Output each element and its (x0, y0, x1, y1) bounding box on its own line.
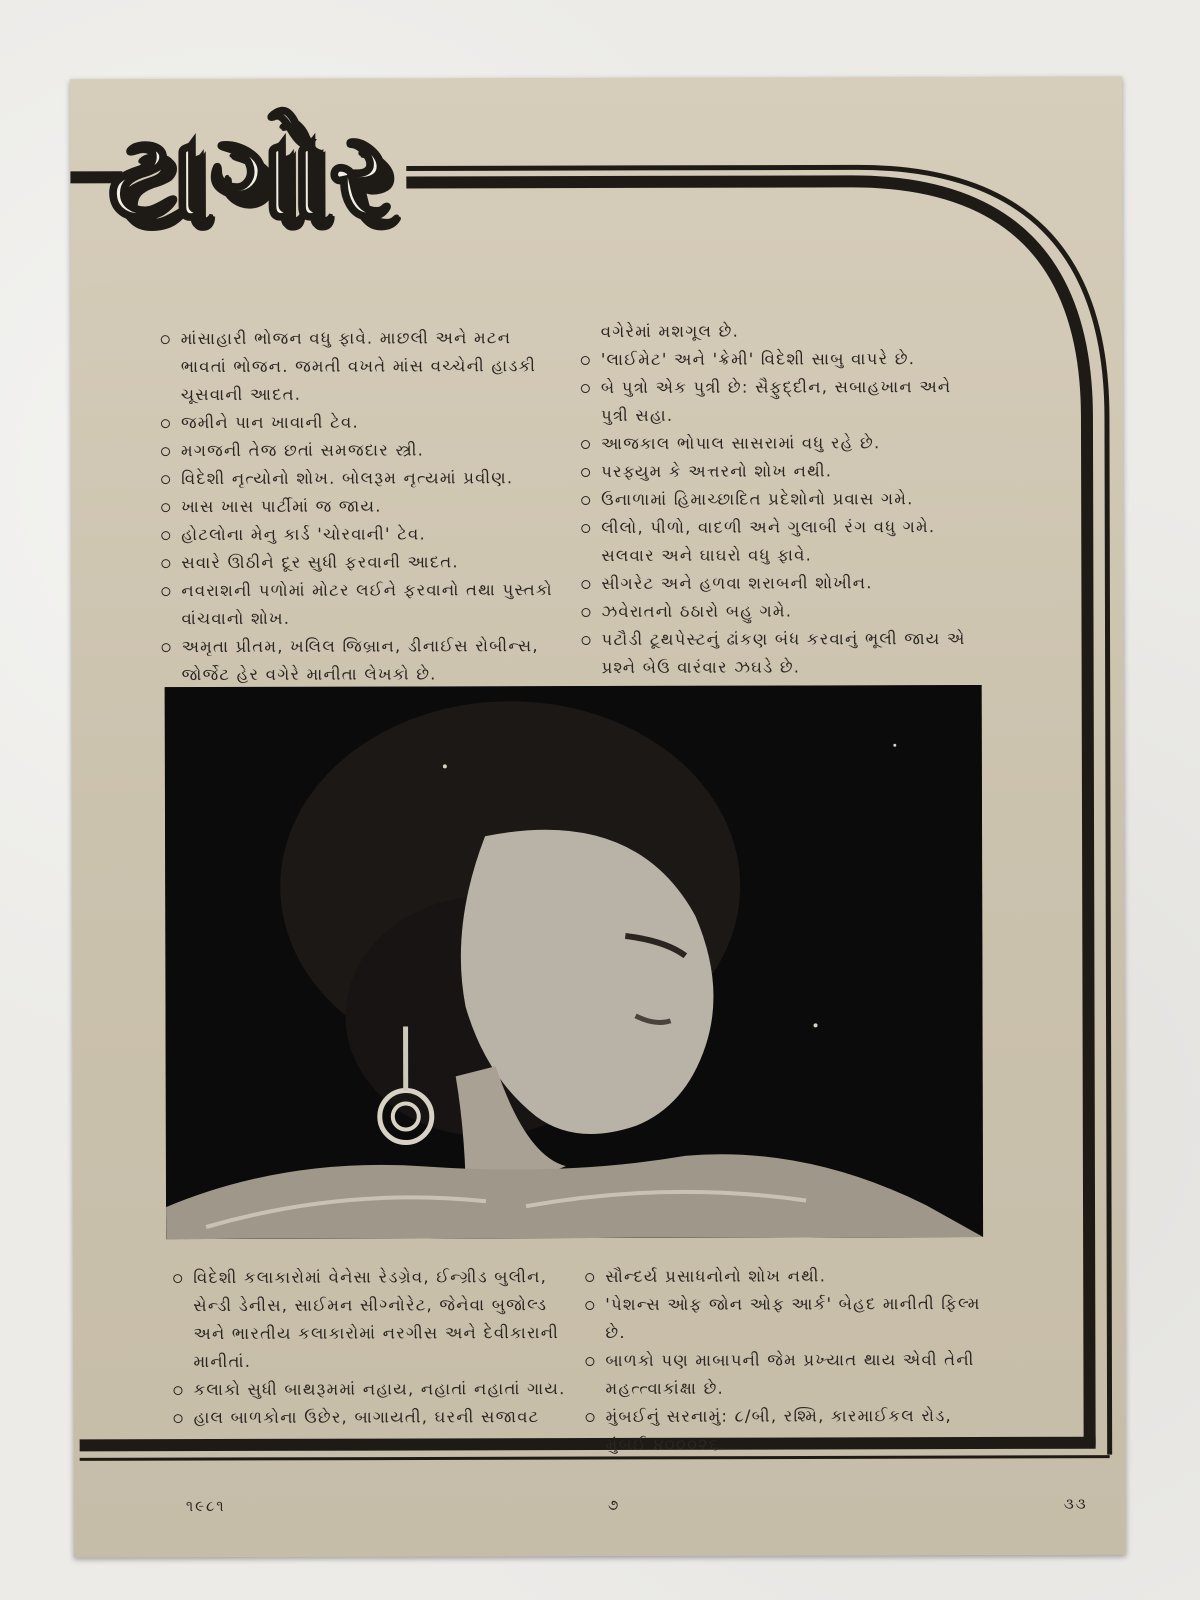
portrait-illustration (165, 685, 983, 1239)
left-text-column (159, 324, 592, 689)
bullet-item: હોટલોના મેનુ કાર્ડ 'ચોરવાની' ટેવ. (159, 520, 591, 549)
bullet-item: નવરાશની પળોમાં મોટર લઈને ફરવાનો તથા પુસ્તકો (159, 576, 591, 605)
bullet-item-continuation: સેન્ડી ડેનીસ, સાઈમન સીગ્નોરેટ, જેનેવા બુજોલ્ડ (193, 1295, 548, 1316)
bullet-item: વિદેશી કલાકારોમાં વેનેસા રેડગ્રેવ, ઈન્ગ્રીડ બુલીન, (171, 1263, 591, 1292)
bullet-item: સવારે ઊઠીને દૂર સુધી ફરવાની આદત. (159, 548, 591, 577)
right-text-column (579, 317, 1000, 682)
bullet-item-continuation: અને ભારતીય કલાકારોમાં નરગીસ અને દેવીકારાની (193, 1323, 559, 1344)
bullet-item: સૌન્દર્ય પ્રસાધનોનો શોખ નથી. (583, 1262, 1003, 1291)
bullet-item-continuation: મુંબઈ ૪૦૦૦૨૬. (605, 1434, 726, 1454)
footer-issue: ૭ (607, 1495, 621, 1514)
bottom-left-text-column (171, 1263, 591, 1432)
bullet-item: બે પુત્રો એક પુત્રી છે: સૈફુદ્દીન, સબાહખાન અને (579, 373, 999, 402)
bullet-item: જમીને પાન ખાવાની ટેવ. (159, 408, 591, 437)
bullet-item-continuation: માનીતાં. (193, 1351, 252, 1372)
bullet-item: અમૃતા પ્રીતમ, ખલિલ જિબ્રાન, ડીનાઈસ રોબીન્સ, (160, 632, 592, 661)
bullet-item-continuation: ભાવતાં ભોજન. જમતી વખતે માંસ વચ્ચેની હાડકી (180, 356, 537, 377)
bullet-item-continuation: ચૂસવાની આદત. (180, 384, 302, 405)
bullet-item: કલાકો સુધી બાથરૂમમાં નહાય, નહાતાં નહાતાં ગાય. (171, 1375, 591, 1404)
footer-page-number: ૩૩ (1063, 1494, 1088, 1513)
bullet-item: મગજની તેજ છતાં સમજદાર સ્ત્રી. (159, 436, 591, 465)
bullet-item: પરફ્યુમ કે અત્તરનો શોખ નથી. (579, 457, 999, 486)
page-title: ટાગોર (108, 106, 395, 246)
bullet-item-continuation: પુત્રી સહા. (600, 405, 674, 425)
bullet-item: બાળકો પણ માબાપની જેમ પ્રખ્યાત થાય એવી તેની (583, 1346, 1003, 1375)
bullet-item: વગેરેમાં મશગૂલ છે. (600, 321, 740, 341)
bullet-item: સીગરેટ અને હળવા શરાબની શોખીન. (579, 569, 999, 598)
bullet-item: ખાસ ખાસ પાર્ટીમાં જ જાય. (159, 492, 591, 521)
bullet-item: 'પેશન્સ ઓફ જોન ઓફ આર્ક' બેહદ માનીતી ફિલ્મ છે. (583, 1290, 1003, 1347)
bullet-item-continuation: મહત્ત્વાકાંક્ષા છે. (605, 1378, 724, 1398)
bullet-item: માંસાહારી ભોજન વધુ ફાવે. માછલી અને મટન (159, 324, 591, 353)
bullet-item: મુંબઈનું સરનામું: ૮/બી, રશ્મિ, કારમાઈકલ રોડ, (584, 1402, 1004, 1431)
portrait-photo (165, 685, 983, 1239)
bullet-item: હાલ બાળકોના ઉછેર, બાગાયતી, ઘરની સજાવટ (172, 1403, 592, 1432)
bottom-right-text-column (583, 1262, 1004, 1459)
bullet-item: લીલો, પીળો, વાદળી અને ગુલાબી રંગ વધુ ગમે. (579, 513, 999, 542)
bullet-item: 'લાઈમેટ' અને 'ક્રેમી' વિદેશી સાબુ વાપરે છે. (579, 345, 999, 374)
bullet-item: વિદેશી નૃત્યોનો શોખ. બોલરૂમ નૃત્યમાં પ્રવીણ. (159, 464, 591, 493)
bullet-item: પટૌડી ટૂથપેસ્ટનું ઢાંકણ બંધ કરવાનું ભૂલી જાય એ (580, 625, 1000, 654)
title-block (108, 106, 499, 317)
bullet-item-continuation: જોર્જેટ હેર વગેરે માનીતા લેખકો છે. (181, 664, 437, 685)
bullet-item-continuation: પ્રશ્ને બેઉ વારંવાર ઝઘડે છે. (601, 657, 801, 677)
footer-year: ૧૯૮૧ (185, 1496, 226, 1516)
magazine-page (70, 77, 1126, 1558)
bullet-item-continuation: સલવાર અને ઘાઘરો વધુ ફાવે. (601, 545, 813, 565)
bullet-item: ઉનાળામાં હિમાચ્છાદિત પ્રદેશોનો પ્રવાસ ગમે. (579, 485, 999, 514)
bullet-item: આજકાલ ભોપાલ સાસરામાં વધુ રહે છે. (579, 429, 999, 458)
bullet-item: ઝવેરાતનો ઠઠારો બહુ ગમે. (579, 597, 999, 626)
bullet-item-continuation: વાંચવાનો શોખ. (181, 608, 291, 629)
